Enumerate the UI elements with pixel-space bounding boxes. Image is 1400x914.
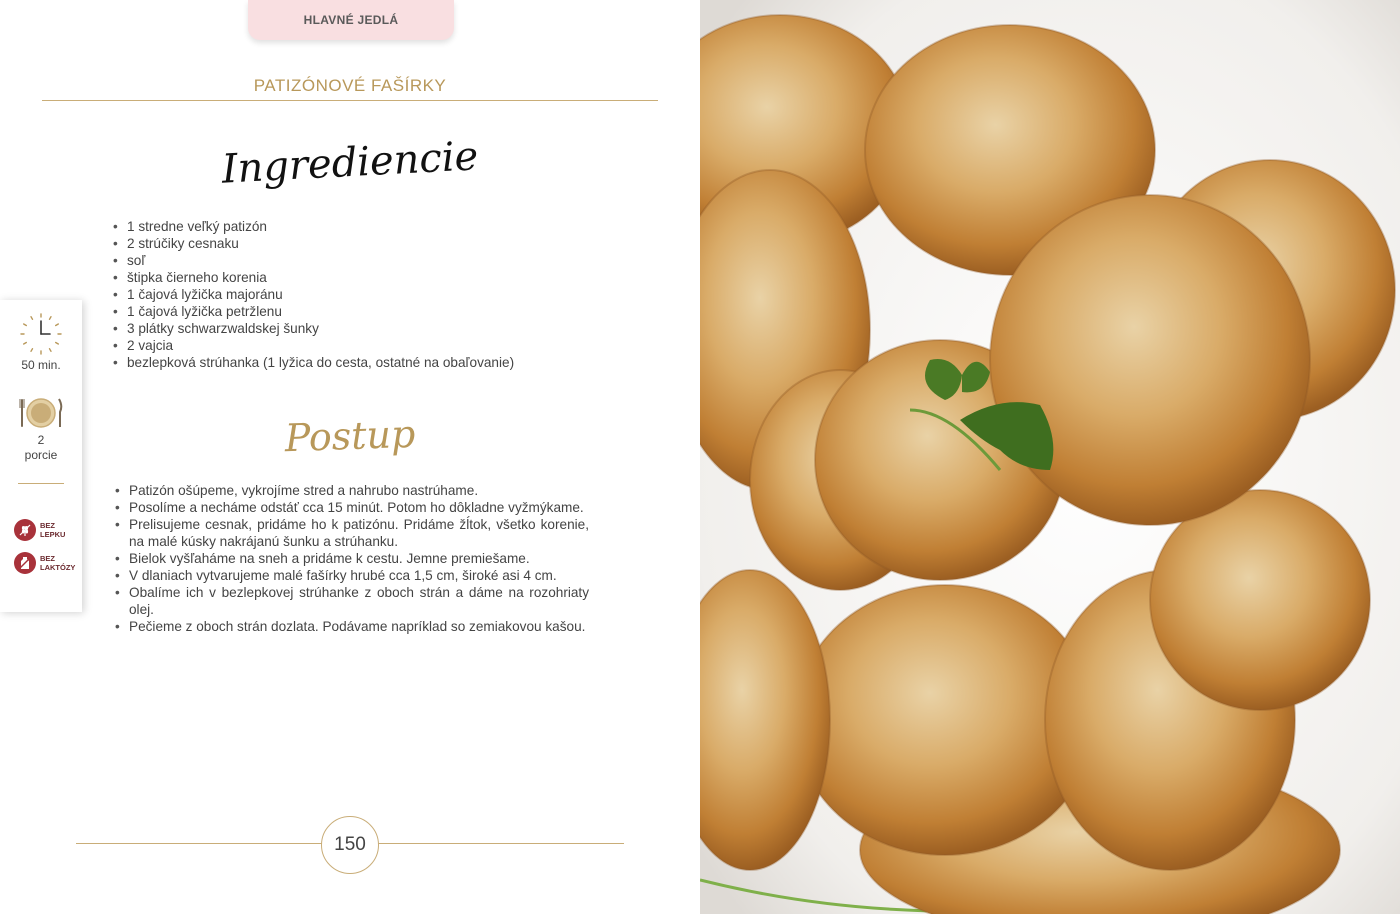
ingredient-item: • 2 vajcia [113,337,593,354]
method-step: • Pečieme z oboch strán dozlata. Podávame napríklad so zemiakovou kašou. [115,618,589,635]
ingredients-list [113,218,593,371]
method-step: • V dlaniach vytvarujeme malé fašírky hrubé cca 1,5 cm, široké asi 4 cm. [115,567,589,584]
badge-line: LAKTÓZY [40,563,76,572]
ingredient-item: • bezlepková strúhanka (1 lyžica do cesta, ostatné na obaľovanie) [113,354,593,371]
clock-icon [19,312,63,356]
ingredients-heading: Ingrediencie [220,133,480,193]
recipe-photo [700,0,1400,914]
ingredient-item: • 1 stredne veľký patizón [113,218,593,235]
badge-line: BEZ [40,554,55,563]
method-step: • Patizón ošúpeme, vykrojíme stred a nahrubo nastrúhame. [115,482,589,499]
ingredient-item: • 1 čajová lyžička majoránu [113,286,593,303]
ingredient-item: • 2 strúčiky cesnaku [113,235,593,252]
wheat-icon [14,519,36,541]
ingredient-item: • štipka čierneho korenia [113,269,593,286]
title-divider [42,100,658,101]
footer-divider-right [378,843,624,844]
info-card-divider [18,483,64,484]
badge-line: BEZ [40,521,55,530]
badge-line: LEPKU [40,530,66,539]
lactose-free-badge [14,552,75,574]
plate-icon [18,396,64,430]
cooking-time: 50 min. [21,358,61,372]
fried-patties-image [700,0,1400,914]
ingredient-item: • 1 čajová lyžička petržlenu [113,303,593,320]
category-tab[interactable]: HLAVNÉ JEDLÁ [248,0,454,40]
recipe-title: PATIZÓNOVÉ FAŠÍRKY [253,76,447,95]
ingredient-item: • 3 plátky schwarzwaldskej šunky [113,320,593,337]
method-step: • Posolíme a necháme odstáť cca 15 minút. Potom ho dôkladne vyžmýkame. [115,499,589,516]
method-heading: Postup [284,411,416,461]
milk-icon [14,552,36,574]
page-number: 150 [321,816,379,874]
footer-divider-left [76,843,322,844]
method-steps-list [115,482,589,635]
gluten-free-badge [14,519,65,541]
servings-unit: porcie [24,448,58,462]
ingredient-item: • soľ [113,252,593,269]
method-step: • Prelisujeme cesnak, pridáme ho k patizónu. Pridáme žĺtok, všetko korenie, na malé kúsky nakrájanú šunku a strúhanku. [115,516,589,550]
method-step: • Bielok vyšľaháme na sneh a pridáme k cestu. Jemne premiešame. [115,550,589,567]
method-step: • Obalíme ich v bezlepkovej strúhanke z oboch strán a dáme na rozohriaty olej. [115,584,589,618]
servings-number: 2 [37,433,45,447]
